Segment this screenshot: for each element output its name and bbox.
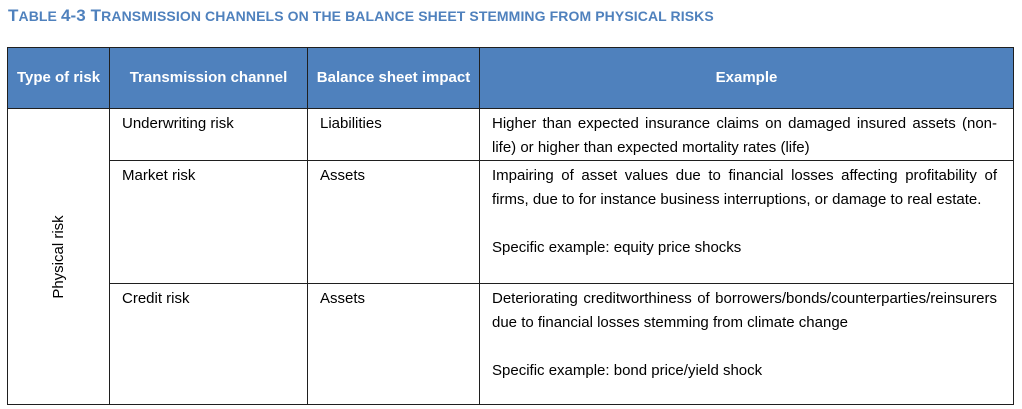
impact-cell: Assets [308,161,480,284]
caption-title-rest: RANSMISSION CHANNELS ON THE BALANCE SHEET STEMMING FROM PHYSICAL RISKS [101,8,714,24]
caption-prefix-rest: ABLE [18,8,61,24]
channel-cell: Credit risk [110,284,308,405]
table-row [8,109,1014,161]
example-text: Higher than expected insurance claims on damaged insured assets (non-life) or higher than expected mortality rates (life) [492,115,997,156]
channel-cell: Underwriting risk [110,109,308,161]
transmission-channels-table [7,47,1014,405]
table-row [8,284,1014,405]
table-caption [8,6,714,26]
example-cell [480,284,1014,405]
example-cell [480,161,1014,284]
example-cell [480,109,1014,161]
caption-number: 4-3 [60,6,86,25]
header-type-of-risk: Type of risk [8,48,110,109]
example-text: Deteriorating creditworthiness of borrowers/bonds/counterparties/reinsurers due to financial losses stemming from climate change [492,290,997,331]
channel-cell: Market risk [110,161,308,284]
table-row [8,161,1014,284]
impact-cell: Assets [308,284,480,405]
header-example: Example [480,48,1014,109]
risk-type-label: Physical risk [49,214,67,299]
header-balance-sheet-impact: Balance sheet impact [308,48,480,109]
caption-prefix-initial: T [8,6,19,25]
header-row [8,48,1014,109]
caption-title-initial: T [85,6,102,25]
impact-cell: Liabilities [308,109,480,161]
header-transmission-channel: Transmission channel [110,48,308,109]
specific-example-text: Specific example: equity price shocks [492,239,742,256]
example-text: Impairing of asset values due to financial losses affecting profitability of firms, due to for instance business interruptions, or damage to real estate. [492,167,997,208]
specific-example-text: Specific example: bond price/yield shock [492,362,763,379]
risk-type-cell [8,109,110,405]
